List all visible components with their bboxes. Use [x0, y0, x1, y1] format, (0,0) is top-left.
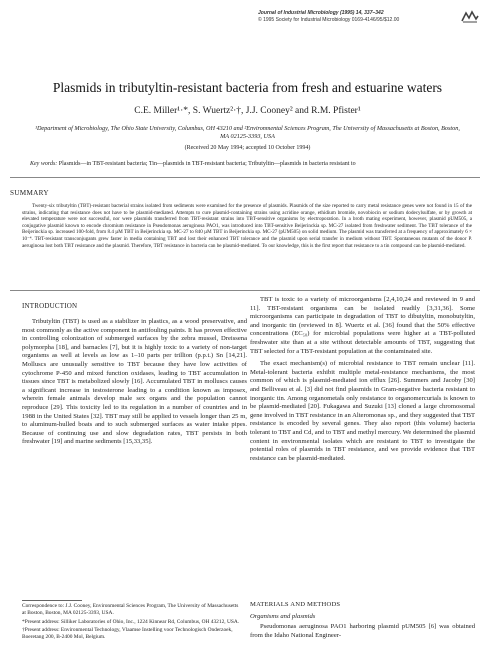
keywords-label: Key words:: [30, 161, 58, 167]
publisher-logo-icon: [460, 10, 480, 23]
methods-heading: MATERIALS AND METHODS: [250, 601, 341, 608]
received-dates: (Received 20 May 1994; accepted 10 October 1994): [184, 145, 311, 151]
right-paragraph-2: The exact mechanism(s) of microbial resistance to TBT remain unclear [11]. Metal-tolerant bacteria exhibit multiple metal-resistance mechanisms, the most common of which is plasmid-mediated ion efflux [26]. Summers and Jacoby [30] and Belliveau et al. [3] did not find plasmids in Gram-negative bacteria resistant to inorganic tin. Among organometals only resistance to organomercurials is known to be plasmid-mediated [20]. Fukagawa and Suzuki [13] cloned a large chromosomal gene involved in TBT resistance in an Alteromonas sp., and they suggested that TBT resistance is encoded by several genes. They also report (this volume) bacteria tolerant to TBT and Cd, and to TBT and methyl mercury. We determined the plasmid content in environmental isolates which are resistant to TBT to investigate the potential roles of plasmids in TBT resistance, and we provide evidence that TBT resistance can be plasmid-mediated.: [250, 360, 475, 462]
summary-heading: SUMMARY: [10, 189, 49, 197]
right-column: [250, 296, 475, 463]
journal-citation: Journal of Industrial Microbiology (1995) 14, 337–342: [258, 10, 384, 16]
article-title: Plasmids in tributyltin-resistant bacteria from fresh and estuarine waters: [52, 80, 443, 95]
journal-copyright: © 1995 Society for Industrial Microbiology 0169-4146/95/$12.00: [258, 17, 400, 23]
right-paragraph-1: TBT is toxic to a variety of microorganisms [2,4,10,24 and reviewed in 9 and 11]. TBT-resistant organisms can be isolated readily [3,31,36]. Some microorganisms can participate in degradation of TBT to dibutyltin, monobutyltin, and inorganic tin (reviewed in 8]. Wuertz et al. [36] found that the 50% effective concentrations (EC₅₀) for microbial populations were higher at a TBT-polluted freshwater site than at a site without detectable amounts of TBT, suggesting that TBT selected for a TBT-resistant population at the contaminated site.: [250, 296, 475, 355]
keywords: [30, 161, 470, 167]
journal-header: [258, 10, 458, 24]
summary-text: Twenty-six tributyltin (TBT)-resistant bacterial strains isolated from sediments were examined for the presence of plasmids. Plasmids of the size reported to carry metal resistance genes were not found in 15 of the strains, indicating that resistance does not have to be plasmid-mediated. Attempts to cure plasmid-containing strains using acridine orange, ethidium bromide, novobiocin or sodium dodecylsulfate, or by growth at elevated temperature were not successful, nor were plasmids transferred from TBT-resistant strains into TBT-sensitive organisms by electroporation. In a broth mating experiment, however, plasmid pUM505, a conjugative plasmid known to encode chromium resistance in Pseudomonas aeruginosa PAO1, was introduced into TBT-sensitive Beijerinckia sp. MC-27 isolated from freshwater sediment. The TBT tolerance of the Beijerinckia sp. increased 100-fold, from 8.4 µM TBT in Beijerinckia sp. MC-27 to 840 µM TBT in Beijerinckia sp. MC-27 (pUM505) on solid medium. The plasmid was transferred at a frequency of approximately 6 × 10⁻⁴. TBT-resistant transconjugants grew faster in media containing TBT and lost their enhanced TBT tolerance and the plasmid upon serial transfer in medium without TBT. Spontaneous mutants of the donor P. aeruginosa lost both TBT resistance and the plasmid. Therefore, TBT resistance in bacteria can be plasmid-mediated. To our knowledge, this is the first report that resistance to a tin compound can be plasmid-mediated.: [22, 203, 472, 249]
methods-subheading: Organisms and plasmids: [250, 613, 316, 620]
footnote-present-address-1: *Present address: Silliker Laboratories of Ohio, Inc., 1224 Kinnear Rd, Columbus, OH 43212, USA.: [22, 618, 240, 625]
article-authors: C.E. Miller¹·*, S. Wuertz²·†, J.J. Cooney² and R.M. Pfister¹: [134, 106, 361, 116]
methods-text: Pseudomonas aeruginosa PAO1 harboring plasmid pUM505 [6] was obtained from the Idaho National Engineer-: [250, 623, 475, 639]
footnote-correspondence: Correspondence to: J.J. Cooney, Environmental Sciences Program, The University of Massachusetts at Boston, Boston, MA 02125-3393, USA.: [22, 603, 239, 616]
article-affiliations: ¹Department of Microbiology, The Ohio State University, Columbus, OH 43210 and ²Environmental Sciences Program, The University of Massachusetts at Boston, Boston, MA 02125-3393, USA: [35, 125, 460, 140]
footnotes: [22, 603, 242, 643]
intro-paragraph-1: Tributyltin (TBT) is used as a stabilizer in plastics, as a wood preservative, and most commonly as the active component in antifouling paints. It has proven effective in controlling colonization of submerged surfaces by the zebra mussel, Dreissena polymorpha [18], and barnacles [7], but it is highly toxic to a variety of non-target organisms as well at levels as low as 1–10 parts per trillion (p.p.t.) Sn [14,21]. Molluscs are unusually sensitive to TBT because they have low activities of cytochrome P-450 and mixed function oxidases, leading to TBT accumulation in tissues since TBT is metabolized slowly [16]. Accumulated TBT in molluscs causes a significant increase in testosterone leading to a condition known as imposex, wherein female animals develop male sex organs and the population cannot reproduce [29]. This toxicity led to its regulation in a number of countries and in 1988 in the United States [32]. TBT may still be applied to vessels longer than 25 m, to aluminum-hulled boats and to such submerged surfaces as water intake pipes. Because of continuing use and slow degradation rates, TBT persists in both freshwater [19] and marine sediments [15,33,35].: [22, 318, 247, 446]
footnote-divider: [22, 600, 82, 601]
introduction-heading: INTRODUCTION: [22, 302, 78, 310]
divider-bottom: [10, 290, 480, 291]
left-column: [22, 318, 247, 447]
keywords-text: Plasmids—in TBT-resistant bacteria; Tin—plasmids in TBT-resistant bacteria; Tributyltin—plasmids in bacteria resistant to: [58, 161, 356, 167]
divider-top: [10, 177, 480, 178]
footnote-present-address-2: †Present address: Environmental Technology, Vlaamse Instelling voor Technologisch Onderzoek, Boeretang 200, B-2400 Mol, Belgium.: [22, 627, 233, 641]
